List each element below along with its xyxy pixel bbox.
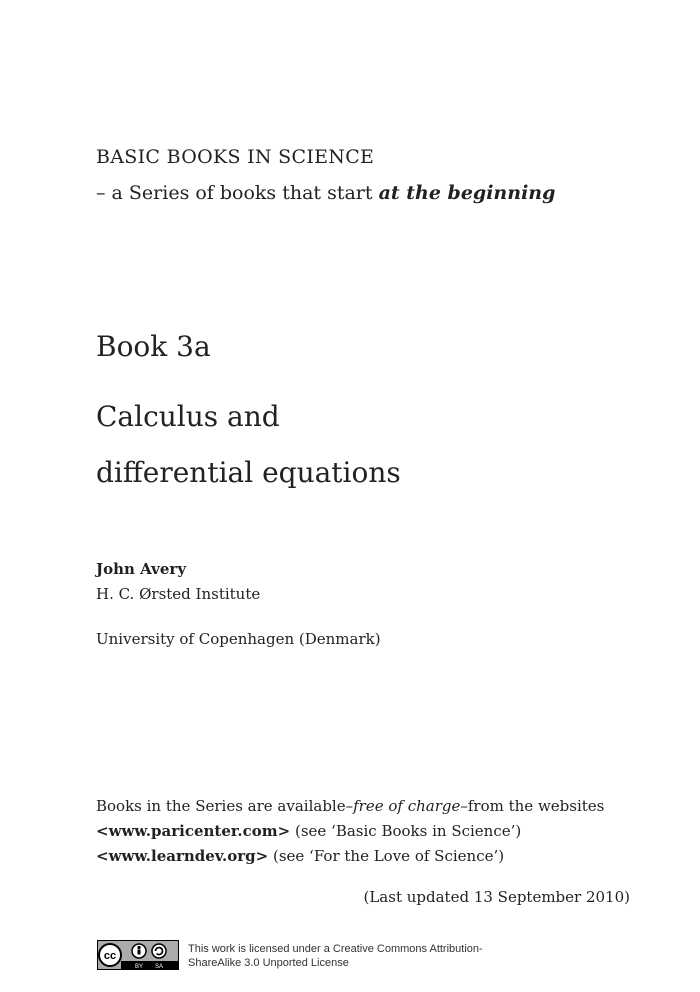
series-subtitle [96, 182, 555, 204]
series-subtitle-emphasis: at the beginning [378, 182, 556, 204]
series-title: BASIC BOOKS IN SCIENCE [96, 146, 375, 168]
badge-sa-label: SA [154, 964, 164, 970]
book-number: Book 3a [96, 330, 211, 363]
badge-by-label: BY [134, 964, 144, 970]
creative-commons-badge[interactable] [97, 940, 179, 970]
website-note-1: (see ‘Basic Books in Science’) [290, 822, 522, 840]
website-link-learndev[interactable]: <www.learndev.org> [96, 847, 269, 865]
availability-suffix: –from the websites [460, 797, 605, 815]
author-name: John Avery [96, 560, 187, 578]
availability-note [96, 797, 604, 815]
cc-by-sa-icon [97, 940, 179, 970]
license-text: This work is licensed under a Creative Commons Attribution-ShareAlike 3.0 Unported License [188, 943, 483, 969]
website-link-paricenter[interactable]: <www.paricenter.com> [96, 822, 291, 840]
website-line-2 [96, 847, 504, 865]
book-title-line1: Calculus and [96, 400, 280, 433]
last-updated: (Last updated 13 September 2010) [363, 888, 630, 906]
availability-emphasis: free of charge [353, 797, 461, 815]
series-subtitle-text: – a Series of books that start [96, 182, 379, 204]
badge-cc-label: cc [103, 950, 117, 962]
author-university: University of Copenhagen (Denmark) [96, 630, 381, 648]
author-institute: H. C. Ørsted Institute [96, 585, 261, 603]
book-title-line2: differential equations [96, 456, 401, 489]
availability-prefix: Books in the Series are available– [96, 797, 354, 815]
website-line-1 [96, 822, 521, 840]
website-note-2: (see ‘For the Love of Science’) [268, 847, 505, 865]
